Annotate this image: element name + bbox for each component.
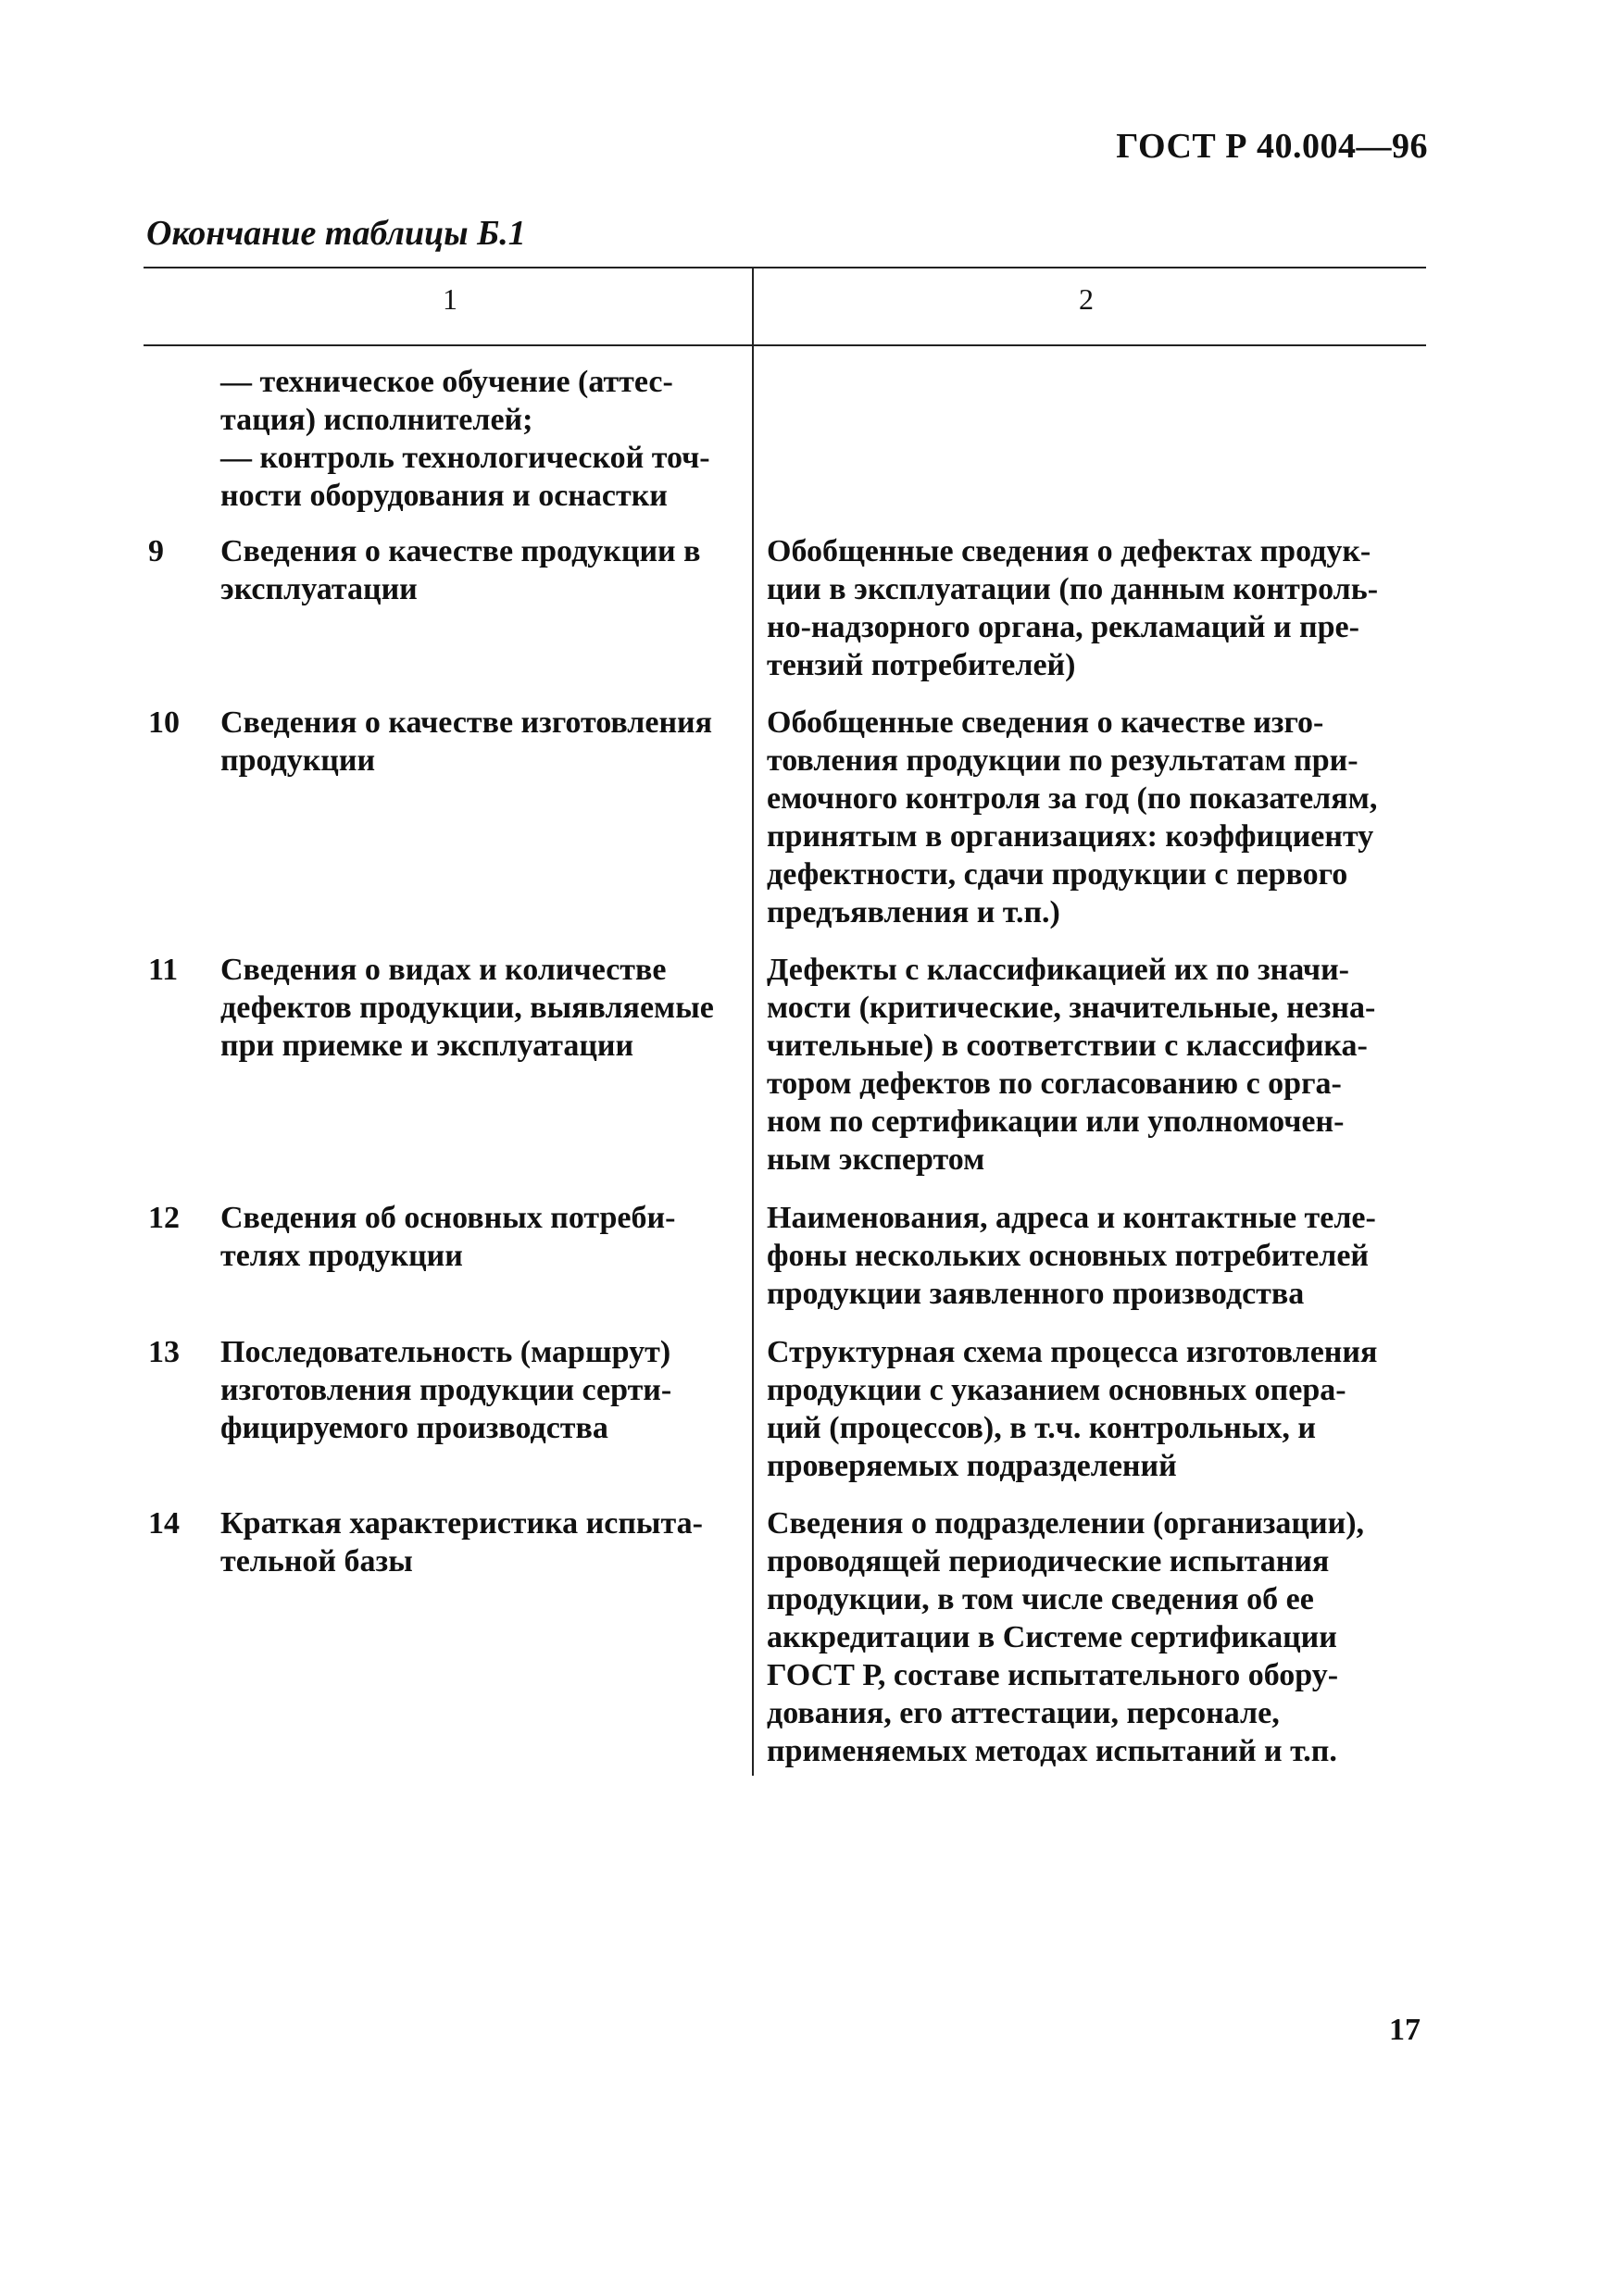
row-number: 11 [148,953,179,987]
row-col2: Наименования, адреса и контактные теле- фоны нескольких основных потребителей продукции заявленного производства [767,1201,1376,1311]
row-number: 10 [148,705,180,740]
row-number: 12 [148,1201,180,1235]
table-column-divider [752,267,754,1776]
row-col1: Сведения о качестве изготовления продукции [220,705,713,778]
row-col1: — техническое обучение (аттес- тация) исполнителей; — контроль технологической точ- ности оборудования и оснастки [220,365,710,513]
table-top-rule [144,267,1426,268]
row-col2: Дефекты с классификацией их по значи- мости (критические, значительные, незна- чительные) в соответствии с классифика- тором дефектов по согласованию с орга- ном по сертификации или уполномочен- ным экспертом [767,953,1376,1177]
page-number: 17 [1389,2013,1421,2047]
column-header-1: 1 [443,282,457,316]
row-number: 9 [148,534,164,568]
row-col1: Сведения о видах и количестве дефектов продукции, выявляемые при приемке и эксплуатации [220,953,714,1063]
page-header-standard: ГОСТ Р 40.004—96 [1116,127,1428,166]
row-col2: Сведения о подразделении (организации), проводящей периодические испытания продукции, в том числе сведения об ее аккредитации в Системе сертификации ГОСТ Р, составе испытательного обору- дования, его аттестации, персонале, применяемых методах испытаний и т.п. [767,1506,1365,1768]
row-number: 14 [148,1506,180,1541]
row-col2: Структурная схема процесса изготовления продукции с указанием основных опера- ций (процессов), в т.ч. контрольных, и проверяемых подразделений [767,1335,1378,1483]
row-col1: Сведения о качестве продукции в эксплуатации [220,534,701,606]
row-col1: Сведения об основных потреби- телях продукции [220,1201,676,1273]
table-header-rule [144,344,1426,346]
row-col2: Обобщенные сведения о качестве изго- товления продукции по результатам при- емочного контроля за год (по показателям, принятым в организациях: коэффициенту дефектности, сдачи продукции с первого предъявления и т.п.) [767,705,1378,930]
row-col2: Обобщенные сведения о дефектах продук- ции в эксплуатации (по данным контроль- но-надзорного органа, рекламаций и пре- тензий потребителей) [767,534,1379,682]
row-number: 13 [148,1335,180,1369]
row-col1: Последовательность (маршрут) изготовления продукции серти- фицируемого производства [220,1335,672,1445]
table-caption: Окончание таблицы Б.1 [146,214,526,253]
row-col1: Краткая характеристика испыта- тельной базы [220,1506,703,1578]
column-header-2: 2 [1079,282,1094,316]
